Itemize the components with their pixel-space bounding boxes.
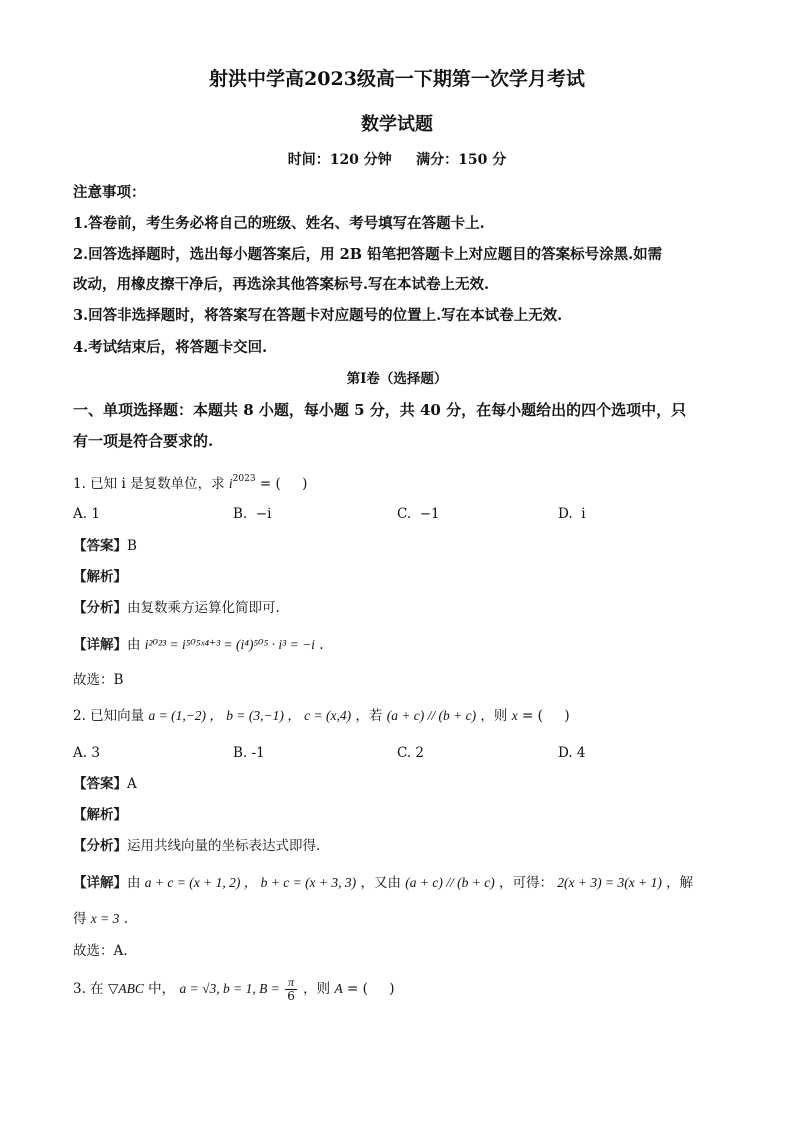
q2-answer-tag: 【答案】 xyxy=(73,776,127,792)
q2-detail-parallel: (a + c) // (b + c) xyxy=(405,875,495,890)
q1-option-a: A. 1 xyxy=(73,506,100,522)
q2-option-d: D. 4 xyxy=(558,745,586,761)
q3-stem-A: A xyxy=(334,981,343,996)
q3-stem-prefix: 3. 在 xyxy=(73,981,108,997)
q2-option-a: A. 3 xyxy=(73,745,100,761)
notice-item-2-line-1: 2.回答选择题时，选出每小题答案后，用 2B 铅笔把答题卡上对应题目的答案标号涂黑.如需 xyxy=(73,246,663,263)
notice-item-3: 3.回答非选择题时，将答案写在答题卡对应题号的位置上.写在本试卷上无效. xyxy=(73,307,563,324)
q3-stem-suffix: = ( ) xyxy=(342,981,395,997)
section-1-line-2: 有一项是符合要求的. xyxy=(73,432,214,450)
q1-detail-line xyxy=(73,636,324,654)
q2-detail-equation: 2(x + 3) = 3(x + 1) xyxy=(557,875,662,890)
q1-detail-prefix: 由 xyxy=(127,637,145,653)
q2-stem-suffix: = ( ) xyxy=(517,708,570,724)
exam-time-score: 时间：120 分钟 满分：150 分 xyxy=(287,152,507,168)
q2-fenxi-text: 运用共线向量的坐标表达式即得. xyxy=(127,838,321,854)
q2-detail-l2-suffix: . xyxy=(119,911,128,927)
q2-fenxi-tag: 【分析】 xyxy=(73,838,127,854)
q1-detail-suffix: . xyxy=(314,637,324,653)
notice-item-2-line-2: 改动，用橡皮擦干净后，再选涂其他答案标号.写在本试卷上无效. xyxy=(73,276,490,293)
q1-stem-base: i xyxy=(228,476,233,491)
q2-detail-mid2: ，可得： xyxy=(494,875,558,891)
q3-fraction-denominator: 6 xyxy=(287,989,295,1003)
q1-stem-prefix: 1. 已知 i 是复数单位，求 xyxy=(73,476,229,492)
volume-heading: 第Ⅰ卷（选择题） xyxy=(346,371,448,387)
q2-detail-l2-prefix: 得 xyxy=(73,911,91,927)
q2-detail-mid: ，又由 xyxy=(356,875,406,891)
q1-detail-math: i²⁰²³ = i⁵⁰⁵ˣ⁴⁺³ = (i⁴)⁵⁰⁵ · i³ = −i xyxy=(144,637,315,652)
q1-option-b: B. −i xyxy=(233,506,272,522)
q1-option-c: C. −1 xyxy=(397,506,440,522)
q2-detail-prefix: 由 xyxy=(127,875,145,891)
q2-conclusion: 故选：A. xyxy=(73,943,128,959)
q2-stem-prefix: 2. 已知向量 xyxy=(73,708,149,724)
q1-analysis-tag: 【解析】 xyxy=(73,569,127,585)
exam-title: 射洪中学高2023级高一下期第一次学月考试 xyxy=(209,68,585,90)
q3-stem-mid: 中， xyxy=(143,981,180,997)
section-1-line-1: 一、单项选择题：本题共 8 小题，每小题 5 分，共 40 分，在每小题给出的四个选项中，只 xyxy=(73,401,687,419)
question-2-stem xyxy=(73,707,570,725)
question-3-stem xyxy=(73,976,395,1003)
q2-detail-line-2 xyxy=(73,910,128,928)
q2-option-b: B. -1 xyxy=(233,745,265,761)
q2-stem-vectors: a = (1,−2) ， b = (3,−1) ， c = (x,4) xyxy=(148,708,352,723)
notice-item-1: 1.答卷前，考生务必将自己的班级、姓名、考号填写在答题卡上. xyxy=(73,215,485,232)
q2-stem-mid: ，若 xyxy=(351,708,387,724)
q2-stem-condition: (a + c) // (b + c) xyxy=(386,708,477,723)
q2-detail-l2-math: x = 3 xyxy=(90,911,120,926)
q3-stem-conditions: a = √3, b = 1, B = xyxy=(179,981,284,996)
exam-subtitle: 数学试题 xyxy=(361,114,433,135)
q1-stem-suffix: = ( ) xyxy=(255,476,308,492)
q3-stem-tail: ，则 xyxy=(298,981,335,997)
q2-detail-suffix: ，解 xyxy=(661,875,694,891)
q2-stem-x: x xyxy=(511,708,518,723)
q1-analysis-line xyxy=(73,568,127,586)
q1-option-d: D. i xyxy=(558,506,586,522)
q2-analysis-tag: 【解析】 xyxy=(73,807,127,823)
q1-conclusion: 故选：B xyxy=(73,672,124,688)
q1-detail-tag: 【详解】 xyxy=(73,637,127,653)
q1-answer-value: B xyxy=(127,538,137,554)
q2-detail-line-1 xyxy=(73,874,693,892)
q2-analysis-line xyxy=(73,806,127,824)
q2-answer-line xyxy=(73,775,137,793)
q2-detail-sums: a + c = (x + 1, 2) ， b + c = (x + 3, 3) xyxy=(144,875,357,890)
notice-heading: 注意事项： xyxy=(73,184,146,201)
q1-answer-tag: 【答案】 xyxy=(73,538,127,554)
q2-stem-tail: ，则 xyxy=(476,708,512,724)
q1-fenxi-tag: 【分析】 xyxy=(73,600,127,616)
q1-stem-exponent: 2023 xyxy=(232,474,256,484)
q3-fraction xyxy=(285,976,297,1003)
q1-fenxi-line xyxy=(73,599,280,617)
q3-stem-triangle: ▽ABC xyxy=(107,981,144,996)
q2-detail-tag: 【详解】 xyxy=(73,875,127,891)
q1-answer-line xyxy=(73,537,137,555)
q2-fenxi-line xyxy=(73,837,320,855)
q3-fraction-numerator: π xyxy=(285,976,297,990)
q2-option-c: C. 2 xyxy=(397,745,425,761)
q2-answer-value: A xyxy=(127,776,137,792)
q1-fenxi-text: 由复数乘方运算化简即可. xyxy=(127,600,280,616)
question-1-stem xyxy=(73,470,307,493)
notice-item-4: 4.考试结束后，将答题卡交回. xyxy=(73,339,268,356)
